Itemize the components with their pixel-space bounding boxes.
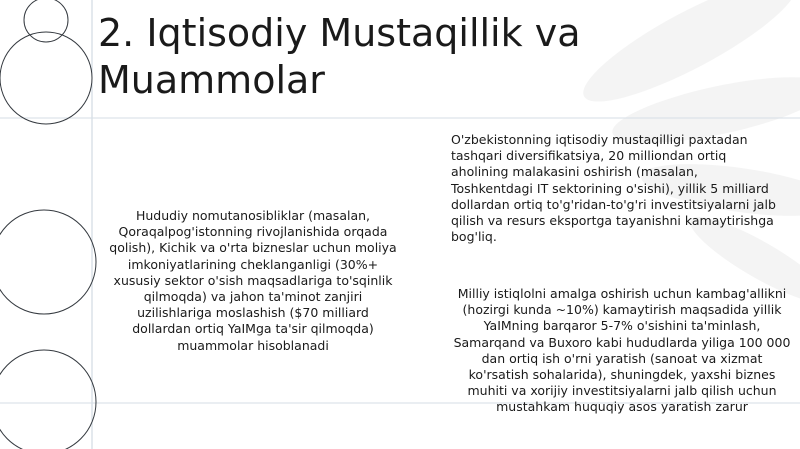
right-top-paragraph: O'zbekistonning iqtisodiy mustaqilligi paxtadan tashqari diversifikatsiya, 20 milliondan ortiq aholining malakasini oshirish (masalan, Toshkentdagi IT sektorining o'sishi), yillik 5 milliard dollardan ortiq to'g'ridan-to'g'ri investitsiyalarni jalb qilish va resurs eksportga tayanishni kamaytirishga bog'liq. (451, 132, 776, 245)
decor-circle-bottom (0, 350, 96, 449)
right-bottom-paragraph: Milliy istiqlolni amalga oshirish uchun kambag'allikni (hozirgi kunda ~10%) kamaytirish maqsadida yillik YaIMning barqaror 5-7% o'sishini ta'minlash, Samarqand va Buxoro kabi hududlarda yiliga 100 000 dan ortiq ish o'rni yaratish (sanoat va xizmat ko'rsatish sohalarida), shuningdek, yaxshi biznes muhiti va xorijiy investitsiyalarni jalb qilish uchun mustahkam huquqiy asos yaratish zarur (453, 286, 791, 415)
decor-circle-top (0, 32, 92, 124)
decor-circle-small (24, 0, 68, 42)
slide-title: 2. Iqtisodiy Mustaqillik va Muammolar (98, 11, 581, 102)
left-paragraph: Hududiy nomutanosibliklar (masalan, Qoraqalpog'istonning rivojlanishida orqada qolish), Kichik va o'rta bizneslar uchun moliya imkoniyatlarining cheklanganligi (30%+ xususiy sektor o'sish maqsadlariga to'sqinlik qilmoqda) va jahon ta'minot zanjiri uzilishlariga moslashish ($70 milliard dollardan ortiq YaIMga ta'sir qilmoqda) muammolar hisoblanadi (109, 208, 397, 353)
decor-circle-middle (0, 210, 96, 314)
